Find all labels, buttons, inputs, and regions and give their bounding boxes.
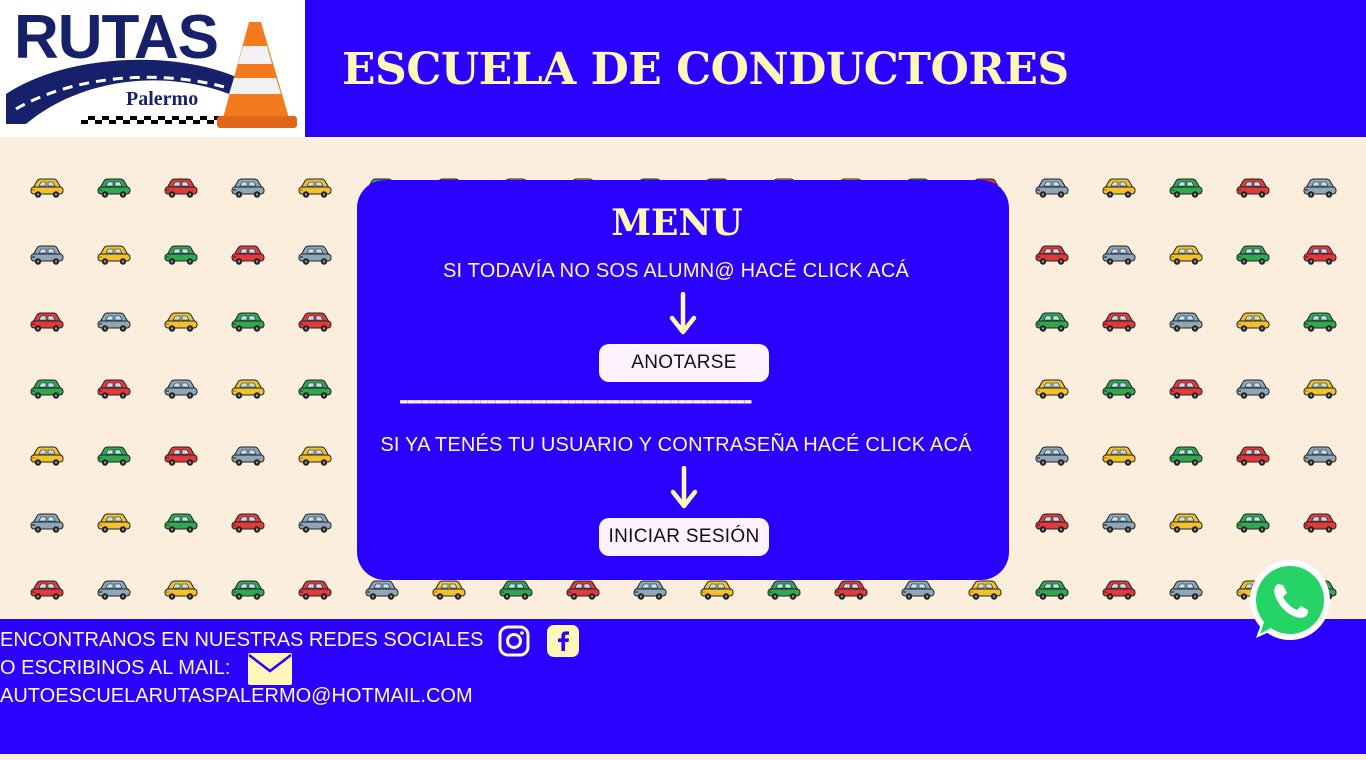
header [0, 0, 1366, 137]
divider: ------------------------------------------------ [399, 390, 751, 410]
car-icon [1101, 577, 1137, 601]
car-icon [1101, 510, 1137, 534]
car-icon [230, 309, 266, 333]
car-icon [1302, 175, 1338, 199]
car-icon [1168, 376, 1204, 400]
car-icon [1302, 242, 1338, 266]
car-icon [297, 510, 333, 534]
car-icon [297, 175, 333, 199]
car-icon [967, 577, 1003, 601]
car-icon [230, 510, 266, 534]
car-icon [29, 175, 65, 199]
car-icon [833, 577, 869, 601]
car-icon [297, 376, 333, 400]
footer [0, 619, 1366, 754]
car-icon [1235, 510, 1271, 534]
car-icon [1168, 242, 1204, 266]
car-icon [29, 309, 65, 333]
facebook-icon[interactable] [546, 624, 580, 658]
car-icon [1034, 376, 1070, 400]
car-icon [96, 376, 132, 400]
car-icon [163, 309, 199, 333]
arrow-down-icon [668, 292, 698, 336]
car-icon [1235, 175, 1271, 199]
car-icon [364, 577, 400, 601]
car-icon [29, 577, 65, 601]
car-icon [96, 510, 132, 534]
car-icon [1101, 242, 1137, 266]
menu-panel [357, 180, 1009, 580]
car-icon [96, 175, 132, 199]
car-icon [1168, 309, 1204, 333]
instagram-icon[interactable] [497, 624, 531, 658]
signup-prompt: SI TODAVÍA NO SOS ALUMN@ HACÉ CLICK ACÁ [442, 260, 909, 282]
car-icon [1101, 376, 1137, 400]
car-icon [1235, 443, 1271, 467]
social-text: ENCONTRANOS EN NUESTRAS REDES SOCIALES [0, 629, 484, 651]
car-icon [230, 443, 266, 467]
car-icon [1034, 309, 1070, 333]
logo-subtitle: Palermo [126, 88, 199, 110]
car-icon [699, 577, 735, 601]
car-icon [1168, 577, 1204, 601]
car-icon [230, 376, 266, 400]
car-icon [163, 443, 199, 467]
car-icon [1168, 175, 1204, 199]
car-icon [230, 242, 266, 266]
car-icon [163, 577, 199, 601]
car-icon [1034, 175, 1070, 199]
car-icon [1168, 443, 1204, 467]
login-button[interactable]: INICIAR SESIÓN [599, 518, 769, 556]
car-icon [565, 577, 601, 601]
login-prompt: SI YA TENÉS TU USUARIO Y CONTRASEÑA HACÉ CLICK ACÁ [380, 434, 972, 456]
car-icon [29, 242, 65, 266]
site-title: ESCUELA DE CONDUCTORES [342, 44, 1069, 95]
car-icon [1034, 510, 1070, 534]
car-icon [431, 577, 467, 601]
car-icon [766, 577, 802, 601]
car-icon [632, 577, 668, 601]
car-icon [1302, 510, 1338, 534]
car-icon [297, 577, 333, 601]
car-icon [96, 242, 132, 266]
signup-button[interactable]: ANOTARSE [599, 344, 769, 382]
car-icon [96, 309, 132, 333]
car-icon [163, 175, 199, 199]
email-link[interactable]: AUTOESCUELARUTASPALERMO@HOTMAIL.COM [0, 685, 473, 707]
car-icon [297, 242, 333, 266]
car-icon [1034, 577, 1070, 601]
car-icon [1235, 242, 1271, 266]
car-icon [29, 443, 65, 467]
car-icon [1101, 175, 1137, 199]
car-icon [163, 510, 199, 534]
logo[interactable] [0, 0, 305, 137]
car-icon [230, 577, 266, 601]
car-icon [1302, 309, 1338, 333]
car-icon [297, 309, 333, 333]
mail-text: O ESCRIBINOS AL MAIL: [0, 657, 231, 679]
car-icon [1235, 309, 1271, 333]
car-icon [96, 443, 132, 467]
car-icon [1034, 443, 1070, 467]
car-icon [163, 376, 199, 400]
car-icon [230, 175, 266, 199]
car-icon [29, 510, 65, 534]
car-icon [96, 577, 132, 601]
car-icon [900, 577, 936, 601]
car-icon [498, 577, 534, 601]
menu-title: MENU [611, 202, 743, 244]
mail-icon[interactable] [247, 652, 293, 686]
arrow-down-icon [669, 466, 699, 510]
car-icon [1235, 376, 1271, 400]
whatsapp-icon[interactable] [1246, 558, 1332, 644]
car-icon [1302, 376, 1338, 400]
car-icon [1302, 443, 1338, 467]
car-icon [1101, 443, 1137, 467]
car-icon [1034, 242, 1070, 266]
car-icon [1101, 309, 1137, 333]
car-icon [163, 242, 199, 266]
logo-word: RUTAS [14, 3, 218, 72]
traffic-cone-icon [215, 18, 301, 134]
car-icon [1168, 510, 1204, 534]
car-icon [297, 443, 333, 467]
car-icon [29, 376, 65, 400]
